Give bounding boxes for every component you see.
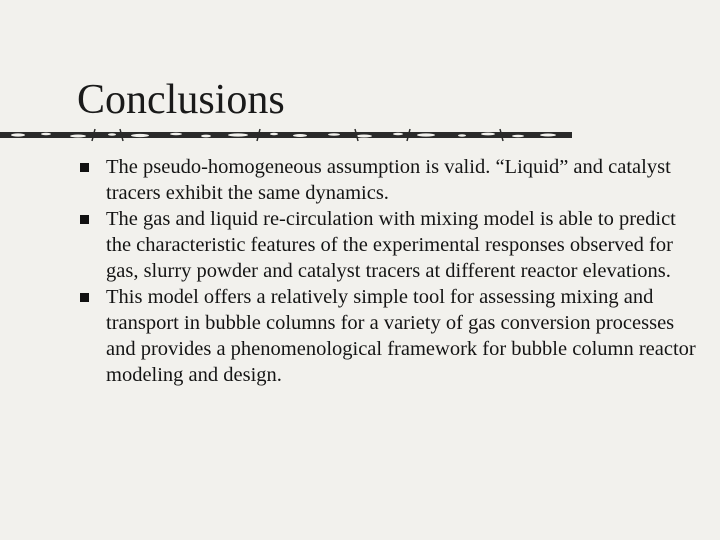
bullet-list [0, 154, 720, 388]
bullet-text: This model offers a relatively simple tool for assessing mixing and transport in bubble columns for a variety of gas conversion processes and provides a phenomenological framework for bubble column reactor modeling and design. [106, 286, 696, 386]
bullet-item [0, 154, 720, 206]
title-divider-rule [0, 128, 572, 142]
square-bullet-icon [80, 293, 89, 302]
slide-title: Conclusions [77, 77, 285, 123]
bullet-text: The gas and liquid re-circulation with mixing model is able to predict the characteristic features of the experimental responses observed for gas, slurry powder and catalyst tracers at different reactor elevations. [106, 208, 676, 282]
square-bullet-icon [80, 215, 89, 224]
bullet-item [0, 206, 720, 284]
square-bullet-icon [80, 163, 89, 172]
bullet-item [0, 284, 720, 388]
bullet-text: The pseudo-homogeneous assumption is valid. “Liquid” and catalyst tracers exhibit the same dynamics. [106, 156, 671, 204]
